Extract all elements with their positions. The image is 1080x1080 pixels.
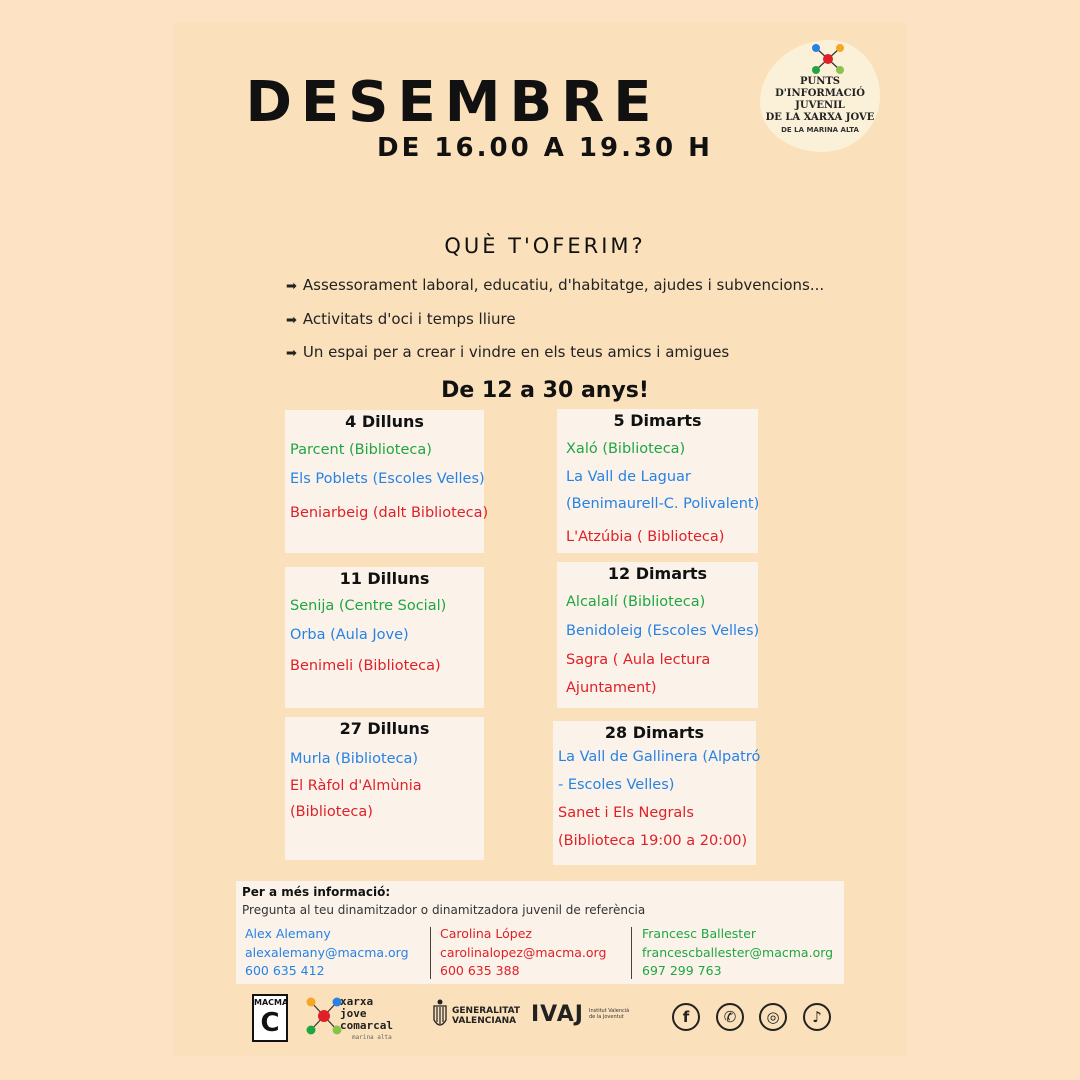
contact-divider <box>430 927 431 979</box>
contact-alex <box>245 925 409 981</box>
arrow-right-icon: ➡ <box>286 346 297 361</box>
offer-heading: QUÈ T'OFERIM? <box>444 234 646 258</box>
card-day: 11 Dilluns <box>339 569 430 588</box>
contact-phone[interactable]: 600 635 388 <box>440 963 520 978</box>
arrow-right-icon: ➡ <box>286 279 297 294</box>
card-location: Benimeli (Biblioteca) <box>290 658 441 674</box>
schedule-card <box>285 410 489 553</box>
schedule-card <box>557 562 758 708</box>
hours-subtitle: DE 16.00 A 19.30 H <box>377 133 713 163</box>
card-location: La Vall de Gallinera (Alpatró <box>558 749 761 765</box>
facebook-icon[interactable]: f <box>672 1003 700 1031</box>
contact-name: Carolina López <box>440 926 532 941</box>
logo-subtitle: DE LA MARINA ALTA <box>781 126 859 134</box>
instagram-icon[interactable]: ◎ <box>759 1003 787 1031</box>
logo-dots-icon <box>808 42 848 78</box>
card-location: Senija (Centre Social) <box>290 598 447 614</box>
logo-line-4: DE LA XARXA JOVE <box>765 112 875 123</box>
xarxa-sub: marina alta <box>352 1034 392 1041</box>
card-day: 5 Dimarts <box>613 411 702 430</box>
card-location: Els Poblets (Escoles Velles) <box>290 471 485 487</box>
logo-text <box>760 76 880 124</box>
contact-phone[interactable]: 697 299 763 <box>642 963 722 978</box>
info-title: Per a més informació: <box>242 885 391 899</box>
schedule-card <box>553 721 761 865</box>
card-day: 27 Dilluns <box>339 719 430 738</box>
card-location: (Biblioteca) <box>290 804 373 820</box>
card-location: (Biblioteca 19:00 a 20:00) <box>558 833 748 849</box>
info-subtitle: Pregunta al teu dinamitzador o dinamitzadora juvenil de referència <box>242 903 646 917</box>
card-location: Ajuntament) <box>566 680 657 696</box>
schedule-card <box>285 717 484 860</box>
offer-item-text: Assessorament laboral, educatiu, d'habitatge, ajudes i subvencions... <box>302 276 825 294</box>
xarxa-line: comarcal <box>340 1019 393 1032</box>
offer-item <box>286 343 729 361</box>
card-location: El Ràfol d'Almùnia <box>290 778 422 794</box>
contact-carolina <box>440 925 606 981</box>
card-location: Sagra ( Aula lectura <box>566 652 711 668</box>
contact-email[interactable]: francescballester@macma.org <box>642 944 834 960</box>
logo-line-3: JUVENIL <box>795 100 845 111</box>
schedule-card <box>285 567 484 708</box>
card-location: Beniarbeig (dalt Biblioteca) <box>290 505 489 521</box>
card-location: Parcent (Biblioteca) <box>290 442 432 458</box>
offer-item-text: Activitats d'oci i temps lliure <box>302 310 516 328</box>
tiktok-icon[interactable]: ♪ <box>803 1003 831 1031</box>
logo-line-1: PUNTS <box>799 76 841 87</box>
card-location: Murla (Biblioteca) <box>290 751 419 767</box>
xarxa-jove-logo-icon <box>305 996 343 1036</box>
generalitat-logo-text <box>452 1006 520 1026</box>
contact-name: Alex Alemany <box>245 926 331 941</box>
whatsapp-icon[interactable]: ✆ <box>716 1003 744 1031</box>
arrow-right-icon: ➡ <box>286 313 297 328</box>
ivaj-subtitle <box>589 1008 629 1020</box>
card-location: - Escoles Velles) <box>558 777 675 793</box>
contact-email[interactable]: carolinalopez@macma.org <box>440 944 607 960</box>
macma-label: MACMA <box>254 998 289 1007</box>
card-location: Xaló (Biblioteca) <box>566 441 686 457</box>
logo-line-2: D'INFORMACIÓ <box>775 88 865 99</box>
ivaj-sub-line: de la Joventut <box>589 1014 624 1020</box>
offer-item <box>286 276 824 294</box>
macma-logo <box>252 994 288 1042</box>
contact-francesc <box>642 925 833 981</box>
xarxa-line: jove <box>340 1007 367 1020</box>
ivaj-logo: IVAJ <box>531 1002 584 1027</box>
card-location: Sanet i Els Negrals <box>558 805 694 821</box>
card-location: Orba (Aula Jove) <box>290 627 409 643</box>
macma-letter: C <box>260 1008 280 1038</box>
age-range: De 12 a 30 anys! <box>441 378 649 403</box>
card-location: (Benimaurell-C. Polivalent) <box>566 496 760 512</box>
card-location: La Vall de Laguar <box>566 469 691 485</box>
card-location: L'Atzúbia ( Biblioteca) <box>566 529 725 545</box>
gva-line: GENERALITAT <box>452 1006 521 1016</box>
schedule-card <box>557 409 758 553</box>
generalitat-shield-icon <box>432 998 448 1032</box>
page-title: DESEMBRE <box>245 70 661 135</box>
gva-line: VALENCIANA <box>452 1016 517 1026</box>
offer-item-text: Un espai per a crear i vindre en els teus amics i amigues <box>302 343 730 361</box>
contact-name: Francesc Ballester <box>642 926 757 941</box>
card-location: Alcalalí (Biblioteca) <box>566 594 706 610</box>
xarxa-jove-logo-text <box>340 996 393 1044</box>
contact-email[interactable]: alexalemany@macma.org <box>245 944 409 960</box>
contact-divider <box>631 927 632 979</box>
ivaj-sub-line: Institut Valencià <box>589 1008 630 1014</box>
card-day: 4 Dilluns <box>345 412 424 431</box>
card-day: 28 Dimarts <box>604 723 705 742</box>
contact-phone[interactable]: 600 635 412 <box>245 963 325 978</box>
card-day: 12 Dimarts <box>607 564 708 583</box>
info-box <box>236 881 844 984</box>
offer-item <box>286 310 516 328</box>
card-location: Benidoleig (Escoles Velles) <box>566 623 760 639</box>
xarxa-line: xarxa <box>340 995 374 1008</box>
